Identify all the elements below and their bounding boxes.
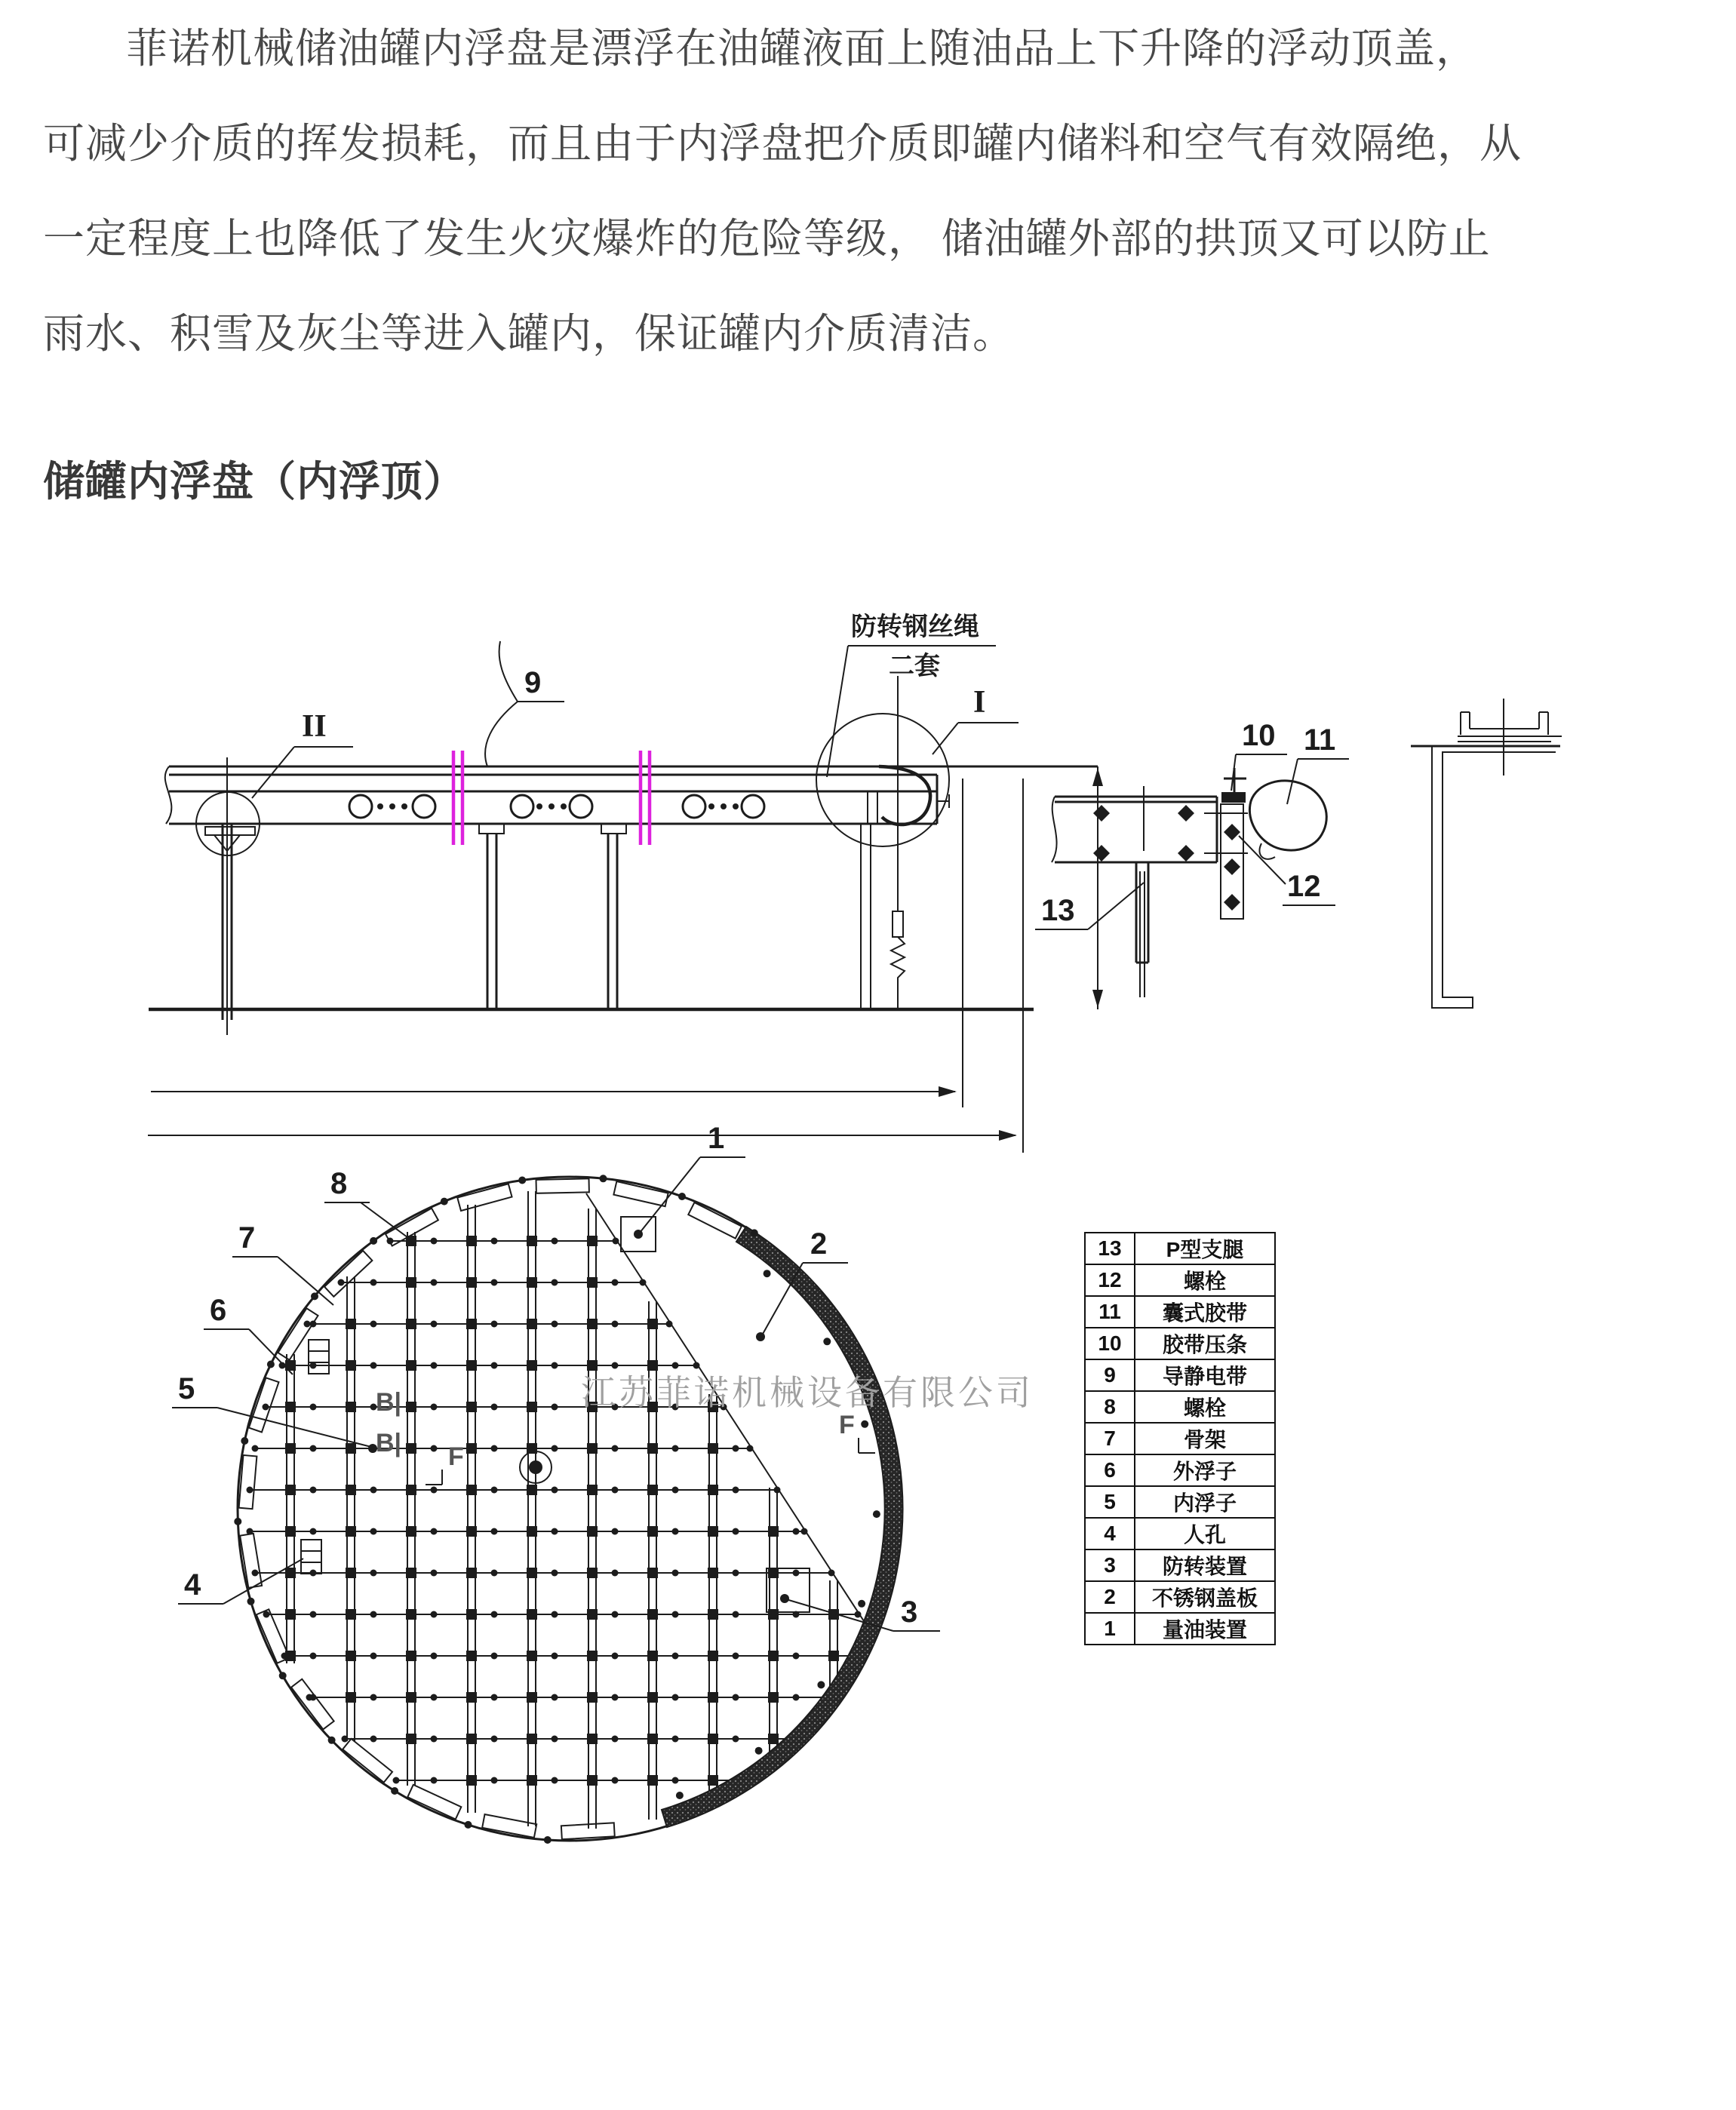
paragraph-line-4: 雨水、积雪及灰尘等进入罐内，保证罐内介质清洁。 xyxy=(43,311,1015,357)
part-number-cell: 1 xyxy=(1085,1613,1135,1645)
parts-table-row xyxy=(1085,1518,1275,1549)
rim-detail-view xyxy=(1035,719,1349,997)
plan-label-6: 6 xyxy=(210,1294,227,1327)
channel-section-view xyxy=(1411,699,1562,1008)
section-mark-b2: B| xyxy=(376,1429,402,1457)
parts-table-row xyxy=(1085,1581,1275,1613)
part-name-cell: 胶带压条 xyxy=(1135,1328,1275,1359)
parts-table-row xyxy=(1085,1233,1275,1264)
part-name-cell: 骨架 xyxy=(1135,1423,1275,1454)
belt-clamp-strip xyxy=(1221,792,1246,803)
plan-label-7: 7 xyxy=(238,1221,256,1255)
part-number-cell: 2 xyxy=(1085,1581,1135,1613)
parts-table xyxy=(1084,1232,1276,1645)
parts-table-row xyxy=(1085,1423,1275,1454)
part-name-cell: 螺栓 xyxy=(1135,1391,1275,1423)
part-number-cell: 13 xyxy=(1085,1233,1135,1264)
support-legs xyxy=(487,834,617,1009)
plan-label-3: 3 xyxy=(901,1596,918,1629)
paragraph-line-3: 一定程度上也降低了发生火灾爆炸的危险等级， 储油罐外部的拱顶又可以防止 xyxy=(43,216,1491,262)
parts-table-row xyxy=(1085,1613,1275,1645)
parts-table-row xyxy=(1085,1328,1275,1359)
detail-label-12: 12 xyxy=(1287,870,1321,903)
part-name-cell: P型支腿 xyxy=(1135,1233,1275,1264)
section-mark-b1: B| xyxy=(376,1388,402,1417)
plan-label-1: 1 xyxy=(708,1122,725,1155)
channel-profile xyxy=(1432,746,1556,1008)
plate-edge-chord xyxy=(586,1193,875,1639)
bolt-symbols xyxy=(1093,805,1240,911)
plan-label-8: 8 xyxy=(330,1167,348,1200)
p-type-leg xyxy=(1136,862,1148,963)
part-name-cell: 囊式胶带 xyxy=(1135,1296,1275,1328)
side-view xyxy=(148,613,1103,1153)
plan-label-5: 5 xyxy=(178,1372,195,1405)
paragraph-line-2: 可减少介质的挥发损耗，而且由于内浮盘把介质即罐内储料和空气有效隔绝，从 xyxy=(43,121,1522,167)
detail-circle-I xyxy=(816,714,949,846)
paragraph-line-1: 菲诺机械储油罐内浮盘是漂浮在油罐液面上随油品上下升降的浮动顶盖， xyxy=(126,26,1479,72)
section-heading: 储罐内浮盘（内浮顶） xyxy=(43,458,466,505)
part-number-cell: 9 xyxy=(1085,1359,1135,1391)
bag-type-belt xyxy=(1249,781,1326,850)
part-number-cell: 4 xyxy=(1085,1518,1135,1549)
part-name-cell: 量油装置 xyxy=(1135,1613,1275,1645)
skeleton-grid xyxy=(247,1191,862,1829)
plan-label-4: 4 xyxy=(184,1568,201,1602)
part-name-cell: 螺栓 xyxy=(1135,1264,1275,1296)
parts-table-row xyxy=(1085,1486,1275,1518)
part-name-cell: 外浮子 xyxy=(1135,1454,1275,1486)
break-lines xyxy=(453,751,650,845)
rim-hatched-band xyxy=(662,1227,903,1827)
part-number-cell: 7 xyxy=(1085,1423,1135,1454)
side-label-II: II xyxy=(302,709,327,744)
side-label-9: 9 xyxy=(524,666,542,699)
parts-table-row xyxy=(1085,1264,1275,1296)
part-number-cell: 8 xyxy=(1085,1391,1135,1423)
part-number-cell: 11 xyxy=(1085,1296,1135,1328)
part-number-cell: 5 xyxy=(1085,1486,1135,1518)
parts-table-row xyxy=(1085,1296,1275,1328)
detail-label-10: 10 xyxy=(1242,719,1276,752)
part-number-cell: 12 xyxy=(1085,1264,1135,1296)
part-name-cell: 内浮子 xyxy=(1135,1486,1275,1518)
parts-table-row xyxy=(1085,1391,1275,1423)
part-number-cell: 10 xyxy=(1085,1328,1135,1359)
wire-note-line2: 二套 xyxy=(889,652,940,680)
plan-view xyxy=(172,1122,1034,1844)
beam-holes xyxy=(349,795,764,818)
part-name-cell: 防转装置 xyxy=(1135,1549,1275,1581)
parts-table-row xyxy=(1085,1549,1275,1581)
view-mark-f-left: F xyxy=(448,1442,464,1471)
watermark-text: 江苏菲诺机械设备有限公司 xyxy=(581,1373,1034,1412)
view-mark-f-right: F xyxy=(839,1411,855,1439)
part-name-cell: 不锈钢盖板 xyxy=(1135,1581,1275,1613)
part-number-cell: 6 xyxy=(1085,1454,1135,1486)
detail-label-11: 11 xyxy=(1304,723,1336,757)
part-name-cell: 人孔 xyxy=(1135,1518,1275,1549)
side-label-I: I xyxy=(973,685,986,720)
wire-note-line1: 防转钢丝绳 xyxy=(851,613,979,641)
manhole-symbols xyxy=(301,1340,329,1574)
part-name-cell: 导静电带 xyxy=(1135,1359,1275,1391)
plan-label-2: 2 xyxy=(810,1227,828,1261)
parts-table-row xyxy=(1085,1359,1275,1391)
detail-label-13: 13 xyxy=(1041,894,1075,927)
wire-spring xyxy=(891,937,905,1009)
part-number-cell: 3 xyxy=(1085,1549,1135,1581)
parts-table-row xyxy=(1085,1454,1275,1486)
